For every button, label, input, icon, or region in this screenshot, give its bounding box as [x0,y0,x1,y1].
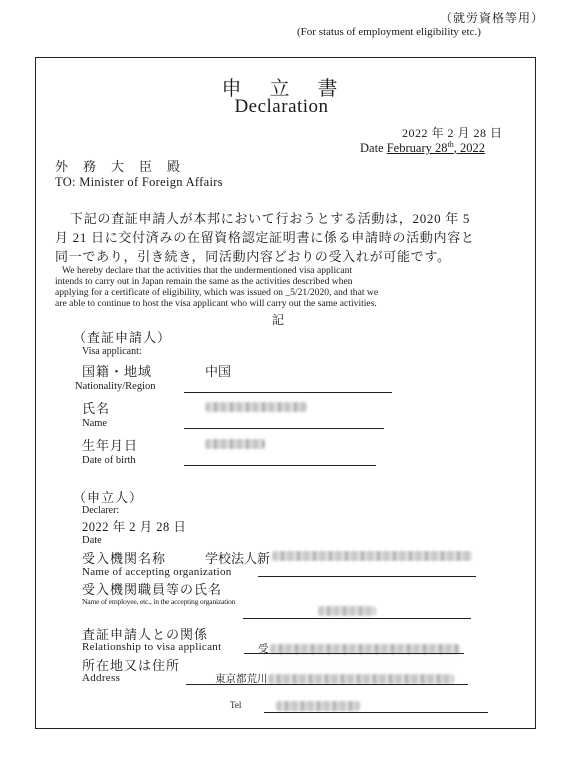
dob-label-jp: 生年月日 [82,438,139,453]
addressee-en: TO: Minister of Foreign Affairs [55,175,223,189]
nationality-value: 中国 [205,364,232,379]
statement-en-line3: applying for a certificate of eligibility, which was issued on _5/21/2020, and that we [55,287,379,298]
nationality-label-en: Nationality/Region [75,381,156,392]
statement-jp-line3: 同一であり，引き続き，同活動内容どおりの受入れが可能です。 [55,249,451,264]
org-label-en: Name of accepting organization [82,566,232,578]
date-en [360,140,485,156]
nationality-label-jp: 国籍・地域 [82,364,153,379]
form-type-en: (For status of employment eligibility etc.) [297,26,481,38]
name-label-en: Name [82,418,108,429]
address-line [186,684,468,685]
org-line [258,576,476,577]
org-redacted [272,551,472,561]
address-label-jp: 所在地又は住所 [82,658,181,673]
org-label-jp: 受入機関名称 [82,551,167,566]
statement-jp-line1: 下記の査証申請人が本邦において行おうとする活動は，2020 年 5 [70,211,471,226]
declarer-section-jp: （申立人） [73,490,144,505]
applicant-section-en: Visa applicant: [82,346,142,357]
date-en-value: February 28th, 2022 [386,140,485,156]
date-en-prefix: Date [360,141,387,156]
dob-line [184,465,376,466]
relation-value: 受 [258,644,269,655]
dob-redacted [205,439,265,449]
statement-en-line4: are able to continue to host the visa applicant who will carry out the same activities. [55,298,377,309]
relation-label-en: Relationship to visa applicant [82,641,222,653]
tel-label: Tel [230,700,242,710]
declarer-date-label: Date [82,535,102,546]
name-label-jp: 氏名 [82,401,111,416]
declarer-section-en: Declarer: [82,505,120,516]
employee-label-en: Name of employee, etc., in the accepting organization [82,597,236,606]
tel-line [264,712,488,713]
org-value: 学校法人新 [205,551,271,566]
dob-label-en: Date of birth [82,455,136,466]
title-en: Declaration [234,96,329,117]
employee-label-jp: 受入機関職員等の氏名 [82,582,223,597]
relation-line [244,653,464,654]
relation-label-jp: 査証申請人との関係 [82,627,209,642]
address-redacted [268,674,454,684]
date-jp: 2022 年 2 月 28 日 [402,126,503,140]
name-redacted [205,402,307,412]
title-jp: 申 立 書 [221,78,342,100]
tel-redacted [276,701,360,711]
ki-mark: 記 [272,313,285,327]
statement-en-line2: intends to carry out in Japan remain the same as the activities described when [55,276,353,287]
employee-redacted [318,606,376,616]
applicant-section-jp: （査証申請人） [73,330,172,345]
address-label-en: Address [82,672,121,684]
name-line [184,428,384,429]
form-type-jp: （就労資格等用） [440,11,545,25]
declarer-date-value: 2022 年 2 月 28 日 [82,520,187,534]
statement-en-line1: We hereby declare that the activities that the undermentioned visa applicant [62,265,353,276]
statement-jp-line2: 月 21 日に交付済みの在留資格認定証明書に係る申請時の活動内容と [55,230,475,245]
nationality-line [184,392,392,393]
employee-line [243,618,471,619]
addressee-jp: 外 務 大 臣 殿 [55,159,182,174]
address-value: 東京都荒川 [215,674,268,685]
